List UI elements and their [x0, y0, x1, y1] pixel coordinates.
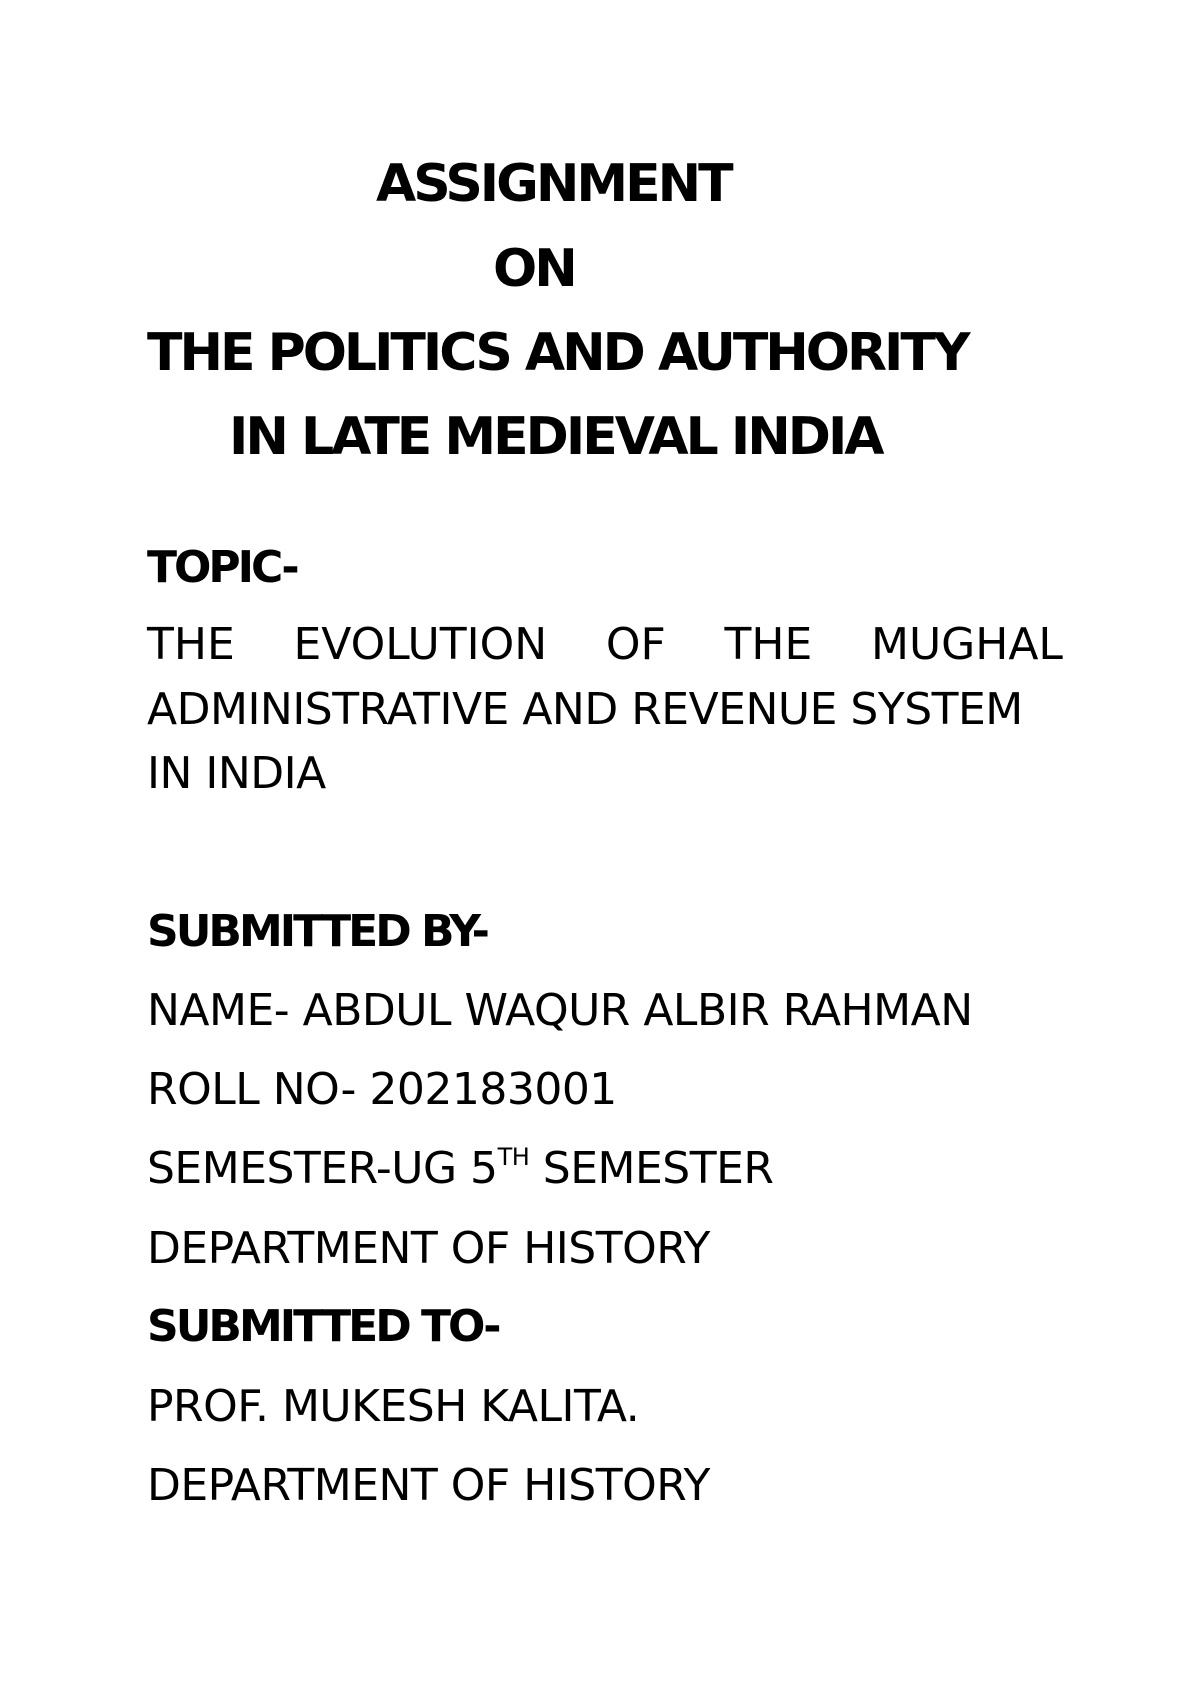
student-name: NAME- ABDUL WAQUR ALBIR RAHMAN [147, 985, 973, 1036]
topic-word-1: THE [147, 619, 235, 670]
topic-word-2: EVOLUTION [293, 619, 548, 670]
submitted-to-heading: SUBMITTED TO- [147, 1301, 499, 1352]
semester-prefix: SEMESTER-UG 5 [147, 1143, 498, 1194]
topic-word-4: THE [724, 619, 813, 670]
semester-suffix: SEMESTER [529, 1143, 774, 1194]
roll-number: ROLL NO- 202183001 [147, 1064, 617, 1115]
professor-department: DEPARTMENT OF HISTORY [147, 1460, 710, 1511]
topic-word-5: MUGHAL [870, 619, 1063, 670]
submitted-by-heading: SUBMITTED BY- [147, 906, 487, 957]
semester-ordinal: TH [497, 1143, 530, 1171]
professor-name: PROF. MUKESH KALITA. [147, 1381, 640, 1432]
topic-line-2: ADMINISTRATIVE AND REVENUE SYSTEM [147, 684, 1023, 735]
title-line-medieval: IN LATE MEDIEVAL INDIA [229, 407, 882, 467]
title-line-assignment: ASSIGNMENT [376, 154, 731, 214]
title-line-politics: THE POLITICS AND AUTHORITY [147, 323, 968, 383]
topic-line-3: IN INDIA [147, 748, 326, 799]
topic-heading: TOPIC- [147, 542, 297, 593]
topic-line-1 [147, 619, 1063, 670]
semester [147, 1143, 774, 1194]
title-line-on: ON [493, 239, 575, 299]
student-department: DEPARTMENT OF HISTORY [147, 1223, 710, 1274]
topic-word-3: OF [605, 619, 666, 670]
